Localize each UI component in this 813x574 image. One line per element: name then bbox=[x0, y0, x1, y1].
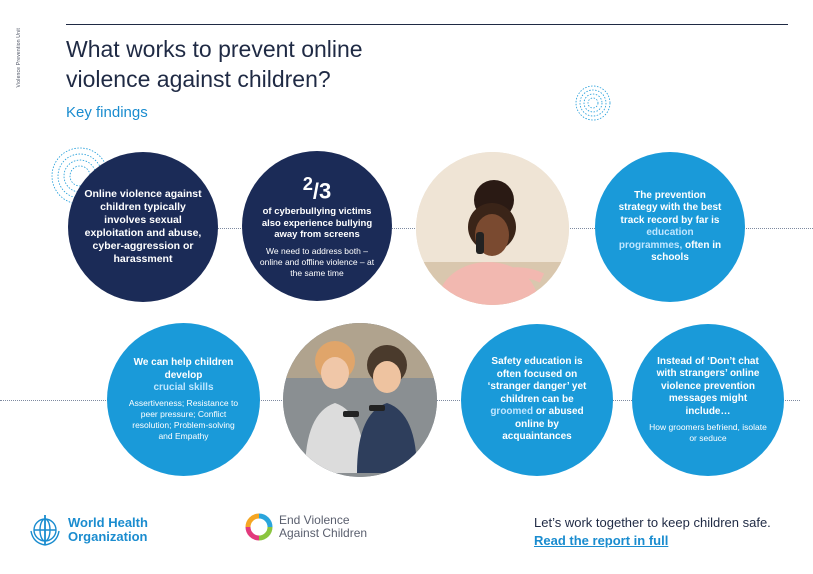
boys-on-phones-photo bbox=[283, 323, 437, 477]
finding-5-text: We can help children develop crucial skills bbox=[133, 357, 234, 394]
finding-circle-2 bbox=[242, 151, 392, 301]
finding-4-highlight: education programmes, bbox=[618, 227, 694, 251]
finding-circle-8 bbox=[632, 324, 784, 476]
girl-on-phone-photo bbox=[416, 152, 569, 305]
finding-5-small: Assertiveness; Resistance to peer pressure; Conflict resolution; Problem-solving and Empathy bbox=[128, 397, 239, 441]
who-logo[interactable] bbox=[26, 511, 148, 549]
finding-circle-5 bbox=[107, 323, 260, 476]
end-violence-ring-icon bbox=[245, 513, 273, 541]
call-to-action-text: Let’s work together to keep children safe. bbox=[534, 515, 771, 530]
finding-circle-7 bbox=[461, 324, 613, 476]
finding-2-text: of cyberbullying victims also experience bullying away from screens bbox=[261, 206, 373, 241]
page-subtitle: Key findings bbox=[66, 104, 148, 121]
finding-2-small: We need to address both – online and offline violence – at the same time bbox=[259, 245, 375, 278]
who-wordmark: World Health Organization bbox=[68, 515, 148, 544]
girl-illustration bbox=[416, 152, 569, 305]
top-divider bbox=[66, 24, 788, 25]
finding-7-text: Safety education is often focused on ‘stranger danger’ yet children can be groomed or abused online by acquaintances bbox=[487, 356, 587, 443]
boys-illustration bbox=[283, 323, 437, 477]
finding-8-text: Instead of ‘Don’t chat with strangers’ online violence prevention messages might include… bbox=[656, 355, 760, 417]
page-title: What works to prevent online violence against children? bbox=[66, 36, 363, 92]
read-report-link[interactable]: Read the report in full bbox=[534, 533, 669, 548]
ripple-decoration-top bbox=[574, 84, 612, 122]
finding-circle-1 bbox=[68, 152, 218, 302]
fraction-two-thirds: $^2$/3 bbox=[302, 173, 332, 204]
finding-circle-4 bbox=[595, 152, 745, 302]
finding-7-highlight: groomed bbox=[490, 406, 534, 418]
finding-1-text: Online violence against children typically involves sexual exploitation and abuse, cyber-aggression or harassment bbox=[84, 188, 202, 265]
side-label: Violence Prevention Unit bbox=[16, 28, 22, 88]
end-violence-logo[interactable] bbox=[245, 513, 367, 541]
who-emblem-icon bbox=[26, 511, 64, 549]
finding-4-text: The prevention strategy with the best track record by far is education programmes, often in schools bbox=[618, 189, 722, 263]
end-violence-wordmark: End Violence Against Children bbox=[279, 513, 368, 540]
finding-8-small: How groomers befriend, isolate or seduce bbox=[649, 422, 767, 444]
finding-5-highlight: crucial skills bbox=[153, 382, 214, 394]
